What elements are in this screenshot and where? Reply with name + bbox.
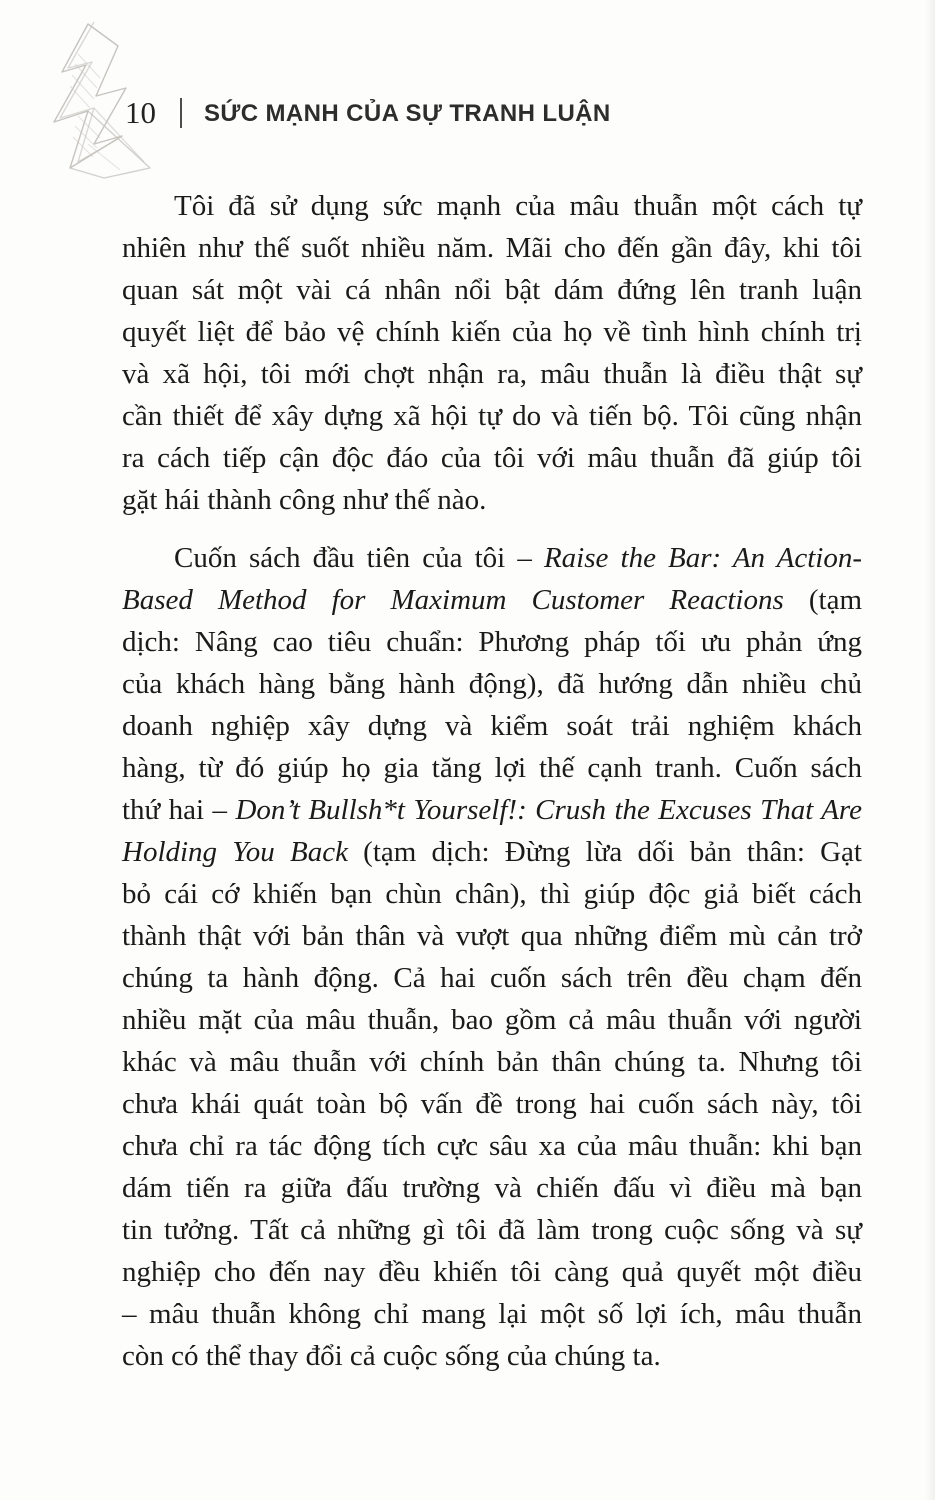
text-segment: gặt hái thành công như thế nào. [122, 484, 487, 516]
text-segment: nhiên như thế suốt nhiều năm. Mãi cho đến gần đây, khi tôi [122, 232, 862, 264]
book-title-italic: Raise the Bar: An Action- [543, 542, 862, 574]
paragraph [122, 185, 862, 521]
text-line [122, 579, 862, 621]
text-segment: doanh nghiệp xây dựng và kiểm soát trải nghiệm khách [122, 710, 862, 742]
text-segment: dám tiến ra giữa đấu trường và chiến đấu vì điều mà bạn [122, 1172, 862, 1204]
text-segment: chúng ta hành động. Cả hai cuốn sách trên đều chạm đến [122, 962, 862, 994]
text-line [122, 395, 862, 437]
text-line [122, 957, 862, 999]
text-line [122, 437, 862, 479]
text-line [122, 353, 862, 395]
text-segment: bỏ cái cớ khiến bạn chùn chân), thì giúp độc giả biết cách [122, 878, 862, 910]
text-segment: và xã hội, tôi mới chợt nhận ra, mâu thuẫn là điều thật sự [122, 358, 862, 390]
paragraph [122, 537, 862, 1377]
text-line [122, 663, 862, 705]
running-title: SỨC MẠNH CỦA SỰ TRANH LUẬN [204, 100, 611, 127]
page-body [122, 185, 862, 1377]
text-segment: (tạm dịch: Đừng lừa dối bản thân: Gạt [347, 836, 862, 868]
text-line [122, 1335, 862, 1377]
text-segment: nhiều mặt của mâu thuẫn, bao gồm cả mâu thuẫn với người [122, 1004, 862, 1036]
text-segment: ra cách tiếp cận độc đáo của tôi với mâu thuẫn đã giúp tôi [122, 442, 862, 474]
text-line [122, 999, 862, 1041]
text-segment: quan sát một vài cá nhân nổi bật dám đứng lên tranh luận [122, 274, 862, 306]
text-line [122, 915, 862, 957]
text-line [122, 1293, 862, 1335]
text-segment: hàng, từ đó giúp họ gia tăng lợi thế cạnh tranh. Cuốn sách [122, 752, 862, 784]
text-segment: thứ hai – [122, 794, 236, 826]
text-line [122, 1251, 862, 1293]
page-number: 10 [125, 95, 156, 130]
text-segment: chưa chỉ ra tác động tích cực sâu xa của mâu thuẫn: khi bạn [122, 1130, 862, 1162]
text-segment: thành thật với bản thân và vượt qua những điểm mù cản trở [122, 920, 862, 952]
text-segment: (tạm [783, 584, 862, 616]
text-segment: Cuốn sách đầu tiên của tôi – [174, 542, 544, 574]
text-segment: Tôi đã sử dụng sức mạnh của mâu thuẫn một cách tự [174, 190, 862, 222]
text-segment: dịch: Nâng cao tiêu chuẩn: Phương pháp tối ưu phản ứng [122, 626, 862, 658]
text-line [122, 621, 862, 663]
text-segment: quyết liệt để bảo vệ chính kiến của họ về tình hình chính trị [122, 316, 862, 348]
text-line [122, 1041, 862, 1083]
text-line [122, 1167, 862, 1209]
text-line [122, 1209, 862, 1251]
text-line [122, 311, 862, 353]
text-line [122, 831, 862, 873]
book-title-italic: Holding You Back [122, 836, 348, 868]
text-segment: nghiệp cho đến nay đều khiến tôi càng quả quyết một điều [122, 1256, 862, 1288]
text-line [122, 1125, 862, 1167]
text-line [122, 185, 862, 227]
text-segment: tin tưởng. Tất cả những gì tôi đã làm trong cuộc sống và sự [122, 1214, 862, 1246]
text-segment: của khách hàng bằng hành động), đã hướng dẫn nhiều chủ [122, 668, 862, 700]
text-segment: cần thiết để xây dựng xã hội tự do và tiến bộ. Tôi cũng nhận [122, 400, 862, 432]
text-line [122, 227, 862, 269]
text-line [122, 873, 862, 915]
page-header [125, 97, 611, 128]
text-line [122, 1083, 862, 1125]
text-line [122, 269, 862, 311]
header-separator [180, 98, 182, 128]
text-segment: còn có thể thay đổi cả cuộc sống của chúng ta. [122, 1340, 661, 1372]
text-line [122, 747, 862, 789]
text-segment: chưa khái quát toàn bộ vấn đề trong hai cuốn sách này, tôi [122, 1088, 862, 1120]
book-title-italic: Based Method for Maximum Customer Reactions [122, 584, 784, 616]
text-line [122, 479, 862, 521]
text-line [122, 537, 862, 579]
book-title-italic: Don’t Bullsh*t Yourself!: Crush the Excuses That Are [235, 794, 862, 826]
text-segment: khác và mâu thuẫn với chính bản thân chúng ta. Nhưng tôi [122, 1046, 862, 1078]
text-segment: – mâu thuẫn không chỉ mang lại một số lợi ích, mâu thuẫn [122, 1298, 862, 1330]
text-line [122, 789, 862, 831]
text-line [122, 705, 862, 747]
